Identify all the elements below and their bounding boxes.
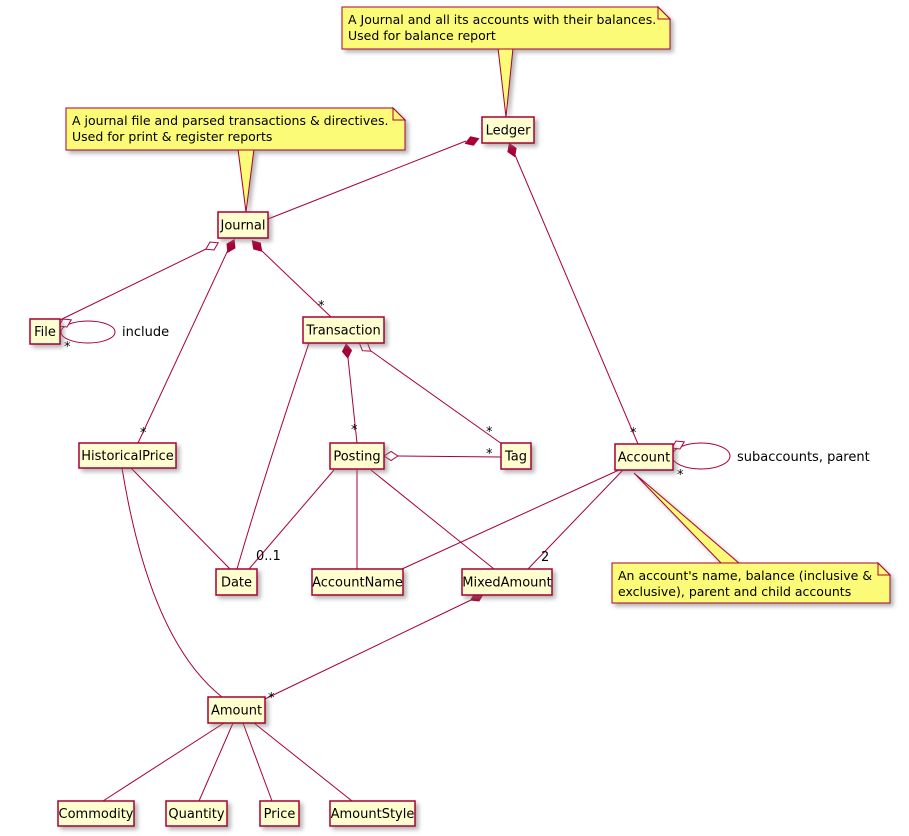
diamond-transaction-tag-aggregation [359,343,370,351]
edge-posting-mixedamount [371,470,494,569]
class-posting-label: Posting [333,449,381,465]
class-historical-price-label: HistoricalPrice [81,449,174,464]
class-historical-price [79,443,176,468]
class-ledger [482,117,534,143]
class-account-name [312,569,403,595]
class-price-label: Price [263,807,296,822]
diamond-journal-transaction-composition [252,241,261,251]
mult-account-mixedamount: 2 [541,550,550,565]
edge-amount-commodity [103,723,224,801]
edge-journal-file [60,249,206,320]
mult-mixedamount-amount: * [268,691,275,706]
diamond-transaction-posting-composition [343,344,352,358]
class-price [260,801,299,826]
note-ledger [342,7,670,117]
edge-amount-price [243,723,272,801]
mult-posting-tag: * [486,447,493,462]
edge-journal-ledger [268,141,466,219]
edge-transaction-tag [371,351,502,444]
edge-account-accountname [402,470,619,569]
note-journal-fold-corner [393,108,405,120]
class-file-label: File [34,325,56,340]
class-transaction-label: Transaction [306,323,381,339]
mult-journal-hprice: * [140,426,147,441]
class-date [216,569,257,595]
diamond-ledger-journal-composition [465,137,478,145]
mult-transaction-tag: * [486,425,493,440]
class-commodity [58,801,134,826]
note-ledger-text-line: Used for balance report [348,28,496,43]
note-journal-text-line: Used for print & register reports [72,129,273,144]
diamond-journal-file-aggregation [206,242,218,250]
note-journal-pointer [238,149,254,212]
label-include: include [122,325,170,340]
note-journal [66,108,405,212]
edge-amount-amountstyle [254,723,352,801]
label-subaccounts-parent: subaccounts, parent [737,450,870,465]
note-journal-text-line: A journal file and parsed transactions & directives. [72,113,389,128]
edge-historicalprice-date [131,468,230,569]
mult-account-loop: * [677,468,684,483]
edge-historicalprice-amount [122,468,222,697]
class-account [615,444,673,470]
mult-ledger-account: * [630,426,637,441]
class-amount [208,697,265,723]
diamond-journal-hprice-composition [227,240,235,252]
class-mixed-amount-label: MixedAmount [462,575,552,591]
mult-posting-date: 0..1 [256,549,281,564]
class-mixed-amount [462,569,552,595]
note-ledger-text-line: A Journal and all its accounts with their balances. [348,12,657,27]
class-quantity [166,801,227,826]
edge-amount-quantity [199,723,233,801]
edge-transaction-date [237,343,309,569]
class-journal-label: Journal [220,218,266,234]
class-tag [501,443,531,469]
edge-ledger-account [515,155,638,444]
class-journal [218,212,268,238]
note-account-pointer [634,473,740,564]
class-quantity-label: Quantity [168,807,225,822]
class-tag-label: Tag [504,449,528,465]
mult-file-loop: * [64,340,71,355]
class-amount-label: Amount [210,703,263,719]
edge-journal-historicalprice [138,250,228,443]
class-posting [330,443,384,469]
note-account-text-line: An account's name, balance (inclusive & [618,568,873,583]
note-account [612,473,890,603]
class-transaction [303,317,384,343]
edge-mixedamount-amount [265,600,471,699]
class-ledger-label: Ledger [485,123,531,139]
mult-journal-transaction: * [318,299,325,314]
class-file [30,319,60,344]
note-account-fold-corner [878,563,890,575]
diamond-ledger-account-composition [508,144,516,157]
class-amount-style-label: AmountStyle [330,807,415,822]
note-ledger-pointer [498,48,513,117]
note-ledger-fold-corner [658,7,670,19]
class-commodity-label: Commodity [58,807,134,822]
class-account-label: Account [617,450,671,466]
mult-transaction-posting: * [351,423,358,438]
note-account-text-line: exclusive), parent and child accounts [618,584,852,599]
class-account-name-label: AccountName [312,575,403,591]
class-date-label: Date [220,575,253,591]
class-amount-style [330,801,415,826]
diamond-posting-tag-aggregation [384,452,398,461]
